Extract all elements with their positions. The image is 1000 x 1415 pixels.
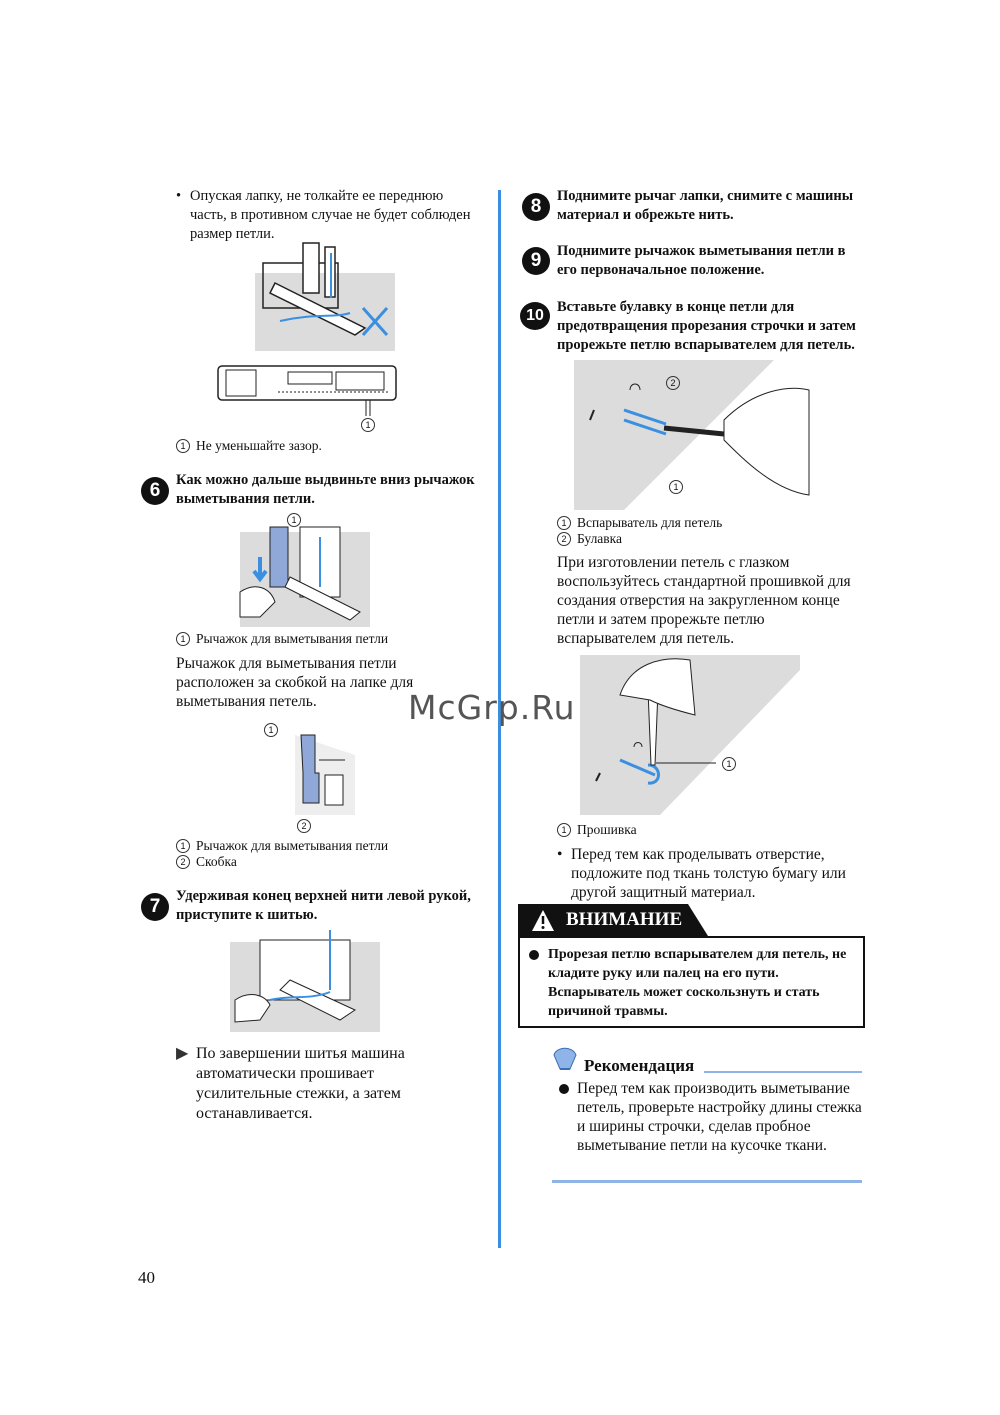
callout-1-fig4: 1 xyxy=(669,478,689,496)
fig1-caption: 1 Не уменьшайте зазор. xyxy=(176,438,322,454)
paper-bullet: • Перед тем как проделывать отверстие, подложите под ткань толстую бумагу или другой защитный материал. xyxy=(557,846,846,901)
warning-text: Прорезая петлю вспарывателем для петель, не кладите руку или палец на его пути. Вспарыватель может соскользнуть и стать причиной травмы. xyxy=(548,947,847,1019)
step-7-title: Удерживая конец верхней нити левой рукой, приступите к шитью. xyxy=(176,888,471,923)
tip-title-rule xyxy=(704,1071,862,1073)
step-6-number: 6 xyxy=(141,477,169,505)
callout-1: 1 xyxy=(176,439,190,453)
step-9-title: Поднимите рычажок выметывания петли в его первоначальное положение. xyxy=(557,243,846,278)
tip-bottom-rule xyxy=(552,1180,862,1183)
step-8-number: 8 xyxy=(522,193,550,221)
figure-presser-foot xyxy=(255,243,395,351)
tip-title: Рекомендация xyxy=(584,1056,695,1075)
callout-1-fig1: 1 xyxy=(361,416,381,434)
callout-2-fig3: 2 xyxy=(297,817,317,835)
watermark: McGrp.Ru xyxy=(408,688,576,727)
page-number: 40 xyxy=(138,1268,155,1287)
step-10-title: Вставьте булавку в конце петли для предотвращения прорезания строчки и затем прорежьте петлю вспарывателем для петель. xyxy=(557,299,856,353)
fig4-caption-1: 1 Вспарыватель для петель xyxy=(557,515,722,531)
intro-bullet-text: Опуская лапку, не толкайте ее переднюю часть, в противном случае не будет соблюден размер петли. xyxy=(190,188,471,242)
fig3-caption-2: 2 Скобка xyxy=(176,854,237,870)
tip-icon xyxy=(550,1045,580,1073)
step-6-title: Как можно дальше выдвиньте вниз рычажок выметывания петли. xyxy=(176,472,475,507)
fig5-caption: 1 Прошивка xyxy=(557,822,637,838)
warning-bullet xyxy=(529,950,539,960)
step7-result: ▶ По завершении шитья машина автоматически прошивает усилительные стежки, а затем останавливается. xyxy=(176,1045,405,1122)
figure-buttonhole-lever xyxy=(240,517,370,627)
fig4-caption-2: 2 Булавка xyxy=(557,531,622,547)
step-9-number: 9 xyxy=(522,247,550,275)
figure-lever-bracket xyxy=(285,735,360,815)
tip-bullet xyxy=(559,1084,569,1094)
warning-title: ВНИМАНИЕ xyxy=(566,909,683,930)
figure-start-sewing xyxy=(230,930,380,1032)
fig2-caption: 1 Рычажок для выметывания петли xyxy=(176,631,388,647)
tip-text: Перед тем как производить выметывание петель, проверьте настройку длины стежка и ширины строчки, сделав пробное выметывание петли на кусочке ткани. xyxy=(577,1080,862,1154)
eyelet-text: При изготовлении петель с глазком воспользуйтесь стандартной прошивкой для создания отверстия на закругленном конце петли и затем прорежьте петлю вспарывателем для петель. xyxy=(557,554,851,647)
intro-bullet: • Опуская лапку, не толкайте ее переднюю часть, в противном случае не будет соблюден размер петли. xyxy=(176,187,476,244)
figure-awl xyxy=(580,655,800,815)
fig3-caption-1: 1 Рычажок для выметывания петли xyxy=(176,838,388,854)
callout-1-fig5: 1 xyxy=(722,755,742,773)
step6-text: Рычажок для выметывания петли расположен за скобкой на лапке для выметывания петель. xyxy=(176,655,414,710)
step-7-number: 7 xyxy=(141,893,169,921)
callout-2-fig4: 2 xyxy=(666,374,686,392)
callout-1-fig3: 1 xyxy=(264,721,284,739)
callout-1-fig2: 1 xyxy=(287,511,307,529)
step-10-number: 10 xyxy=(520,302,550,330)
figure-seam-ripper xyxy=(574,360,809,510)
step-8-title: Поднимите рычаг лапки, снимите с машины материал и обрежьте нить. xyxy=(557,188,854,223)
